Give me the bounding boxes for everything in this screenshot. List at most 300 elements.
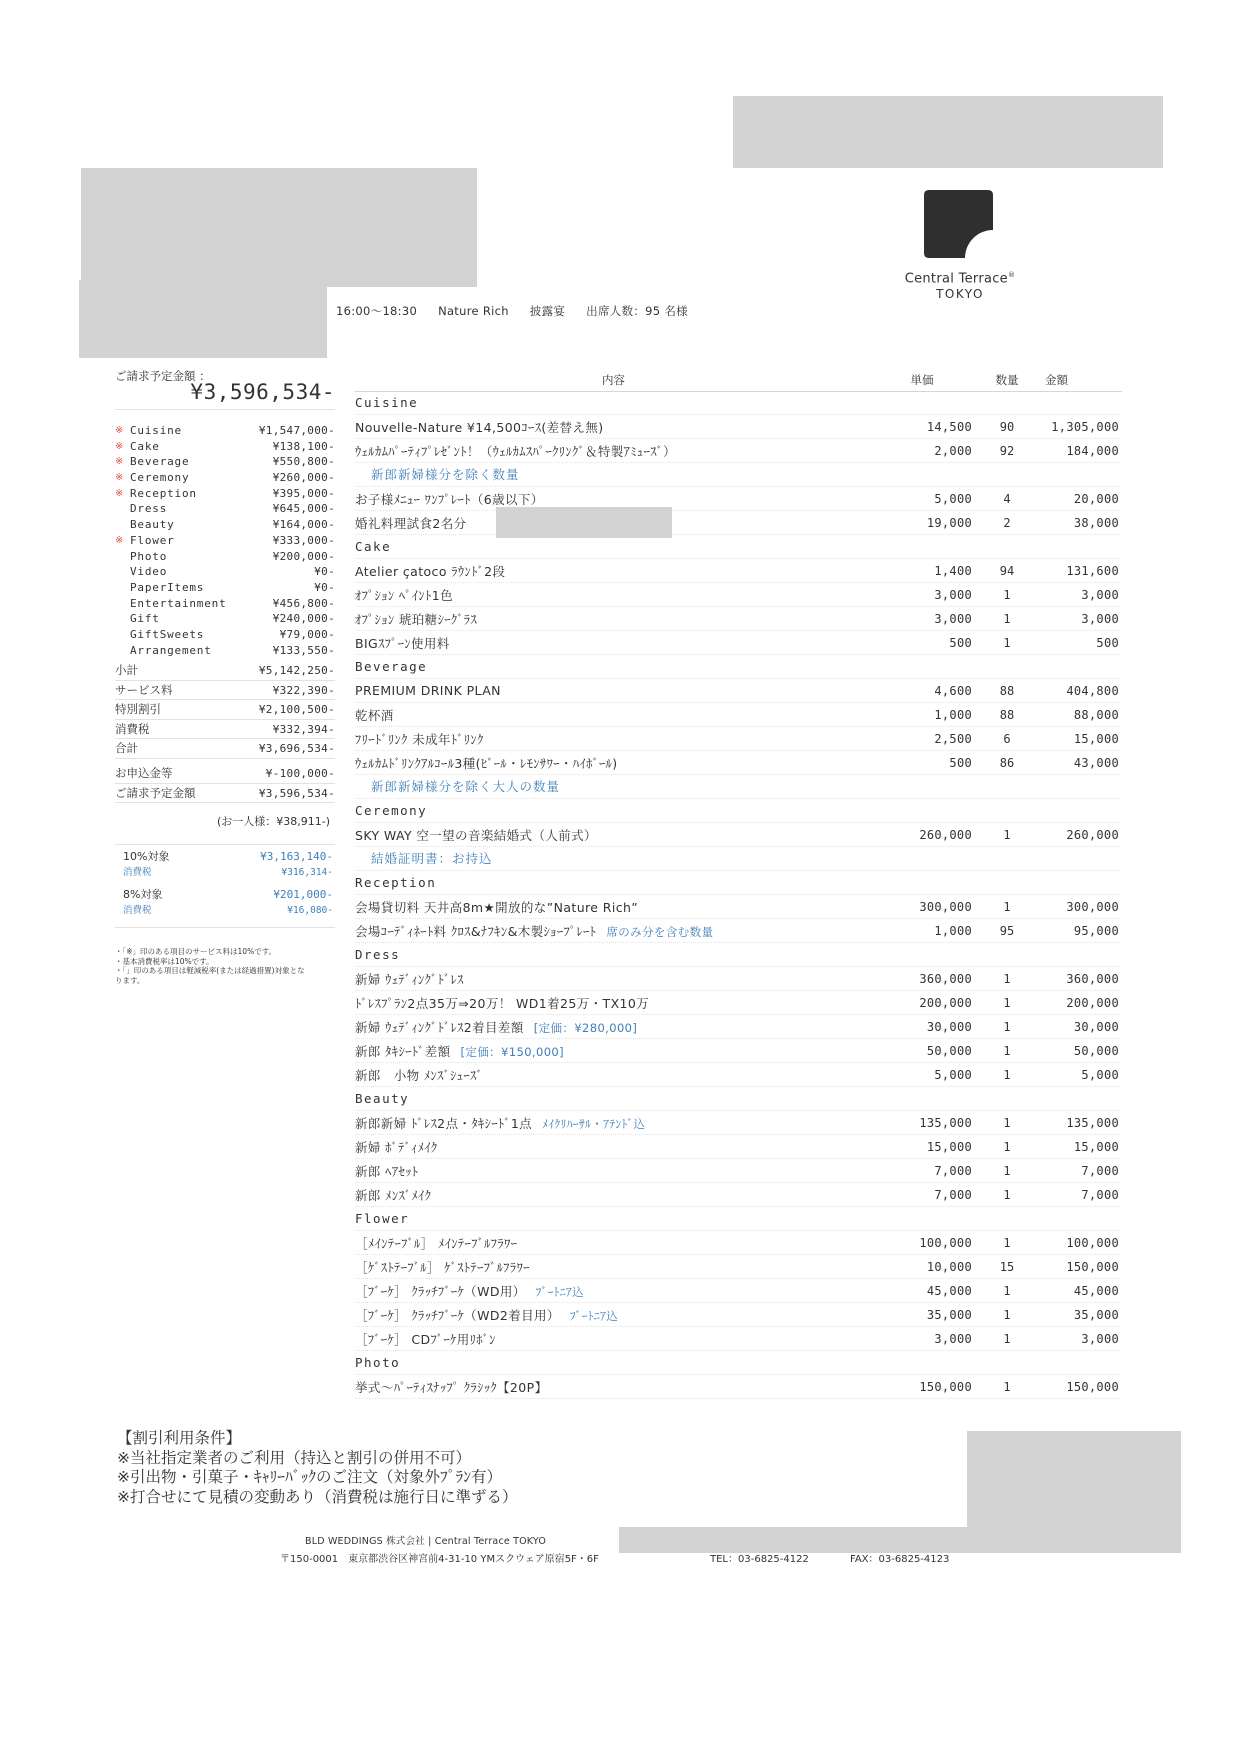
company-fax: FAX：03-6825-4123 bbox=[850, 1554, 950, 1565]
condition-item: ※当社指定業者のご利用（持込と割引の併用不可） bbox=[117, 1448, 471, 1467]
table-header bbox=[355, 369, 1122, 392]
section-heading-cuisine bbox=[355, 391, 1122, 415]
breakdown-row-arrangement bbox=[115, 643, 335, 659]
breakdown-row-gift bbox=[115, 611, 335, 627]
line-item-name: ﾌﾘｰﾄﾞﾘﾝｸ 未成年ﾄﾞﾘﾝｸ bbox=[355, 731, 484, 747]
line-item-description bbox=[355, 586, 872, 604]
unit-price: 1,000 bbox=[934, 707, 972, 722]
quantity: 1 bbox=[1003, 827, 1011, 842]
line-amount: 360,000 bbox=[1066, 971, 1119, 986]
line-item bbox=[355, 607, 1122, 631]
unit-price: 35,000 bbox=[926, 1307, 972, 1322]
line-item-description bbox=[355, 1114, 872, 1132]
line-item-description bbox=[355, 1162, 872, 1180]
section-title: Flower bbox=[355, 1211, 410, 1226]
column-header-content: 内容 bbox=[602, 373, 625, 387]
section-heading-beverage bbox=[355, 655, 1122, 679]
line-item-description bbox=[355, 754, 872, 772]
taxable-label: 10%対象 bbox=[123, 850, 170, 863]
item-note-row bbox=[355, 847, 1122, 871]
event-info-line bbox=[336, 303, 705, 319]
billing-amount-value: ¥3,596,534- bbox=[115, 380, 335, 410]
breakdown-row-flower bbox=[115, 533, 335, 549]
line-item-note: [定価：¥280,000] bbox=[533, 1020, 638, 1035]
settlement-value: ¥-100,000- bbox=[265, 767, 335, 780]
breakdown-value: ¥200,000- bbox=[272, 549, 335, 563]
section-title: Photo bbox=[355, 1355, 401, 1370]
breakdown-label: Ceremony bbox=[130, 471, 190, 485]
unit-price: 200,000 bbox=[919, 995, 972, 1010]
breakdown-row-cake bbox=[115, 439, 335, 455]
unit-price: 50,000 bbox=[926, 1043, 972, 1058]
line-item-name: 新婦 ｳｪﾃﾞｨﾝｸﾞﾄﾞﾚｽ bbox=[355, 971, 464, 987]
line-amount: 30,000 bbox=[1073, 1019, 1119, 1034]
breakdown-label: Entertainment bbox=[130, 596, 227, 610]
unit-price: 30,000 bbox=[926, 1019, 972, 1034]
taxable-label: 8%対象 bbox=[123, 888, 163, 901]
line-item-name: PREMIUM DRINK PLAN bbox=[355, 683, 501, 698]
section-title: Ceremony bbox=[355, 803, 428, 818]
line-item-note: 席のみ分を含む数量 bbox=[606, 924, 714, 939]
settlement-label: お申込金等 bbox=[115, 766, 173, 780]
redacted-block bbox=[81, 168, 477, 287]
breakdown-label: Cuisine bbox=[130, 424, 182, 437]
unit-price: 7,000 bbox=[934, 1163, 972, 1178]
service-charge-mark: ※ bbox=[115, 472, 124, 484]
line-item-description bbox=[355, 970, 872, 988]
line-amount: 43,000 bbox=[1073, 755, 1119, 770]
column-header-unit-price: 単価 bbox=[910, 373, 934, 387]
line-amount: 5,000 bbox=[1081, 1067, 1119, 1082]
consumption-tax-label: 消費税 bbox=[123, 867, 152, 878]
quantity: 1 bbox=[1003, 587, 1011, 602]
service-charge-mark bbox=[115, 564, 130, 580]
section-heading-cake bbox=[355, 535, 1122, 559]
breakdown-row-paperitems bbox=[115, 580, 335, 596]
breakdown-row-entertainment bbox=[115, 596, 335, 612]
conditions-title: 【割引利用条件】 bbox=[117, 1429, 242, 1447]
line-item bbox=[355, 1231, 1122, 1255]
company-phone: TEL：03-6825-4122 bbox=[710, 1554, 809, 1565]
footnote: ・「※」印のある項目のサービス料は10%です。 bbox=[115, 947, 277, 956]
totals-value: ¥2,100,500- bbox=[258, 703, 335, 716]
line-item bbox=[355, 1255, 1122, 1279]
logo-name: Central Terrace bbox=[904, 271, 1008, 287]
service-charge-mark bbox=[115, 643, 130, 659]
section-title: Dress bbox=[355, 947, 401, 962]
line-item bbox=[355, 487, 1122, 511]
tax-rate-breakdown bbox=[115, 844, 335, 928]
quantity: 1 bbox=[1003, 1283, 1011, 1298]
line-item bbox=[355, 1015, 1122, 1039]
item-note-row bbox=[355, 775, 1122, 799]
line-item bbox=[355, 439, 1122, 463]
category-breakdown bbox=[115, 423, 335, 658]
line-amount: 3,000 bbox=[1081, 1331, 1119, 1346]
unit-price: 1,000 bbox=[934, 923, 972, 938]
line-item-name: Atelier çatoco ﾗｳﾝﾄﾞ2段 bbox=[355, 563, 506, 579]
line-item bbox=[355, 679, 1122, 703]
line-item-name: Nouvelle-Nature ¥14,500ｺｰｽ(差替え無) bbox=[355, 419, 604, 435]
unit-price: 3,000 bbox=[934, 587, 972, 602]
line-item-description bbox=[355, 898, 872, 916]
service-charge-mark: ※ bbox=[115, 440, 124, 452]
quantity: 1 bbox=[1003, 1331, 1011, 1346]
line-item-name: 会場ｺｰﾃﾞｨﾈｰﾄ料 ｸﾛｽ&ﾅﾌｷﾝ&木製ｼｮｰﾌﾟﾚｰﾄ bbox=[355, 923, 597, 939]
item-note: 結婚証明書：お持込 bbox=[371, 851, 493, 866]
line-amount: 15,000 bbox=[1073, 1139, 1119, 1154]
line-item-name: 新郎 ﾍｱｾｯﾄ bbox=[355, 1163, 419, 1179]
tax-group bbox=[123, 887, 335, 918]
condition-item: ※打合せにて見積の変動あり（消費税は施行日に準ずる） bbox=[117, 1487, 518, 1506]
billing-amount-title: ご請求予定金額 ： bbox=[115, 369, 211, 383]
line-item-description bbox=[355, 1234, 872, 1252]
breakdown-row-ceremony bbox=[115, 470, 335, 486]
unit-price: 135,000 bbox=[919, 1115, 972, 1130]
breakdown-label: Flower bbox=[130, 533, 175, 547]
quantity: 86 bbox=[999, 755, 1015, 770]
quantity: 1 bbox=[1003, 1163, 1011, 1178]
totals-label: 小計 bbox=[115, 663, 138, 677]
line-item-note: ﾒｲｸﾘﾊｰｻﾙ・ｱﾃﾝﾄﾞ込 bbox=[542, 1116, 646, 1131]
registered-mark: ® bbox=[1007, 271, 1016, 279]
line-item-description bbox=[355, 706, 872, 724]
line-item bbox=[355, 415, 1122, 439]
footnotes bbox=[115, 947, 310, 985]
consumption-tax-row bbox=[123, 865, 335, 880]
line-item-name: 会場貸切料 天井高8m★開放的な”Nature Rich” bbox=[355, 899, 639, 915]
line-amount: 150,000 bbox=[1066, 1379, 1119, 1394]
unit-price: 10,000 bbox=[926, 1259, 972, 1274]
line-item-description bbox=[355, 490, 872, 508]
section-heading-reception bbox=[355, 871, 1122, 895]
line-item bbox=[355, 703, 1122, 727]
line-item bbox=[355, 919, 1122, 943]
footnote: ・基本消費税率は10%です。 bbox=[115, 956, 214, 966]
quantity: 1 bbox=[1003, 899, 1011, 914]
attendance-count: 出席人数：95 名様 bbox=[586, 304, 688, 318]
line-item-name: 新郎新婦 ﾄﾞﾚｽ2点・ﾀｷｼｰﾄﾞ1点 bbox=[355, 1115, 533, 1131]
line-item-description bbox=[355, 1138, 872, 1156]
breakdown-value: ¥395,000- bbox=[272, 486, 335, 500]
line-item-description bbox=[355, 1042, 872, 1060]
line-amount: 38,000 bbox=[1073, 515, 1119, 530]
service-charge-mark bbox=[115, 501, 130, 517]
breakdown-label: Photo bbox=[130, 549, 168, 563]
unit-price: 500 bbox=[949, 635, 972, 650]
breakdown-value: ¥164,000- bbox=[272, 518, 335, 532]
line-item bbox=[355, 1111, 1122, 1135]
quantity: 1 bbox=[1003, 1043, 1011, 1058]
line-item-description bbox=[355, 442, 872, 460]
item-note: 新郎新婦様分を除く数量 bbox=[371, 467, 520, 482]
breakdown-value: ¥133,550- bbox=[272, 643, 335, 657]
redacted-block bbox=[619, 1527, 967, 1553]
line-item bbox=[355, 1183, 1122, 1207]
totals-row bbox=[115, 700, 335, 720]
line-item-name: 新郎 小物 ﾒﾝｽﾞｼｭｰｽﾞ bbox=[355, 1067, 483, 1083]
breakdown-value: ¥240,000- bbox=[272, 612, 335, 626]
service-charge-mark bbox=[115, 580, 130, 596]
line-amount: 184,000 bbox=[1066, 443, 1119, 458]
line-item bbox=[355, 511, 1122, 535]
quantity: 1 bbox=[1003, 1067, 1011, 1082]
section-heading-photo bbox=[355, 1351, 1122, 1375]
line-item-description bbox=[355, 418, 872, 436]
line-item-description bbox=[355, 1282, 872, 1300]
quantity: 95 bbox=[999, 923, 1015, 938]
section-title: Beauty bbox=[355, 1091, 410, 1106]
unit-price: 5,000 bbox=[934, 491, 972, 506]
taxable-value: ¥201,000- bbox=[273, 888, 333, 901]
line-item-description bbox=[355, 562, 872, 580]
service-charge-mark bbox=[115, 517, 130, 533]
logo-wordmark bbox=[880, 271, 1040, 286]
section-heading-flower bbox=[355, 1207, 1122, 1231]
breakdown-value: ¥550,800- bbox=[272, 455, 335, 469]
line-item bbox=[355, 751, 1122, 775]
quantity: 4 bbox=[1003, 491, 1011, 506]
redacted-block bbox=[967, 1431, 1181, 1553]
line-amount: 1,305,000 bbox=[1051, 419, 1119, 434]
section-heading-dress bbox=[355, 943, 1122, 967]
line-item-description bbox=[355, 730, 872, 748]
breakdown-value: ¥79,000- bbox=[279, 627, 335, 641]
line-item-name: ［ﾌﾞｰｹ］ ｸﾗｯﾁﾌﾞｰｹ（WD用） bbox=[355, 1283, 526, 1299]
settlement-row bbox=[115, 764, 335, 784]
line-item-note: ﾌﾞｰﾄﾆｱ込 bbox=[569, 1308, 619, 1323]
column-header-amount: 金額 bbox=[1045, 373, 1068, 387]
quantity: 88 bbox=[999, 707, 1015, 722]
quantity: 1 bbox=[1003, 611, 1011, 626]
totals-value: ¥332,394- bbox=[272, 722, 335, 736]
totals-row bbox=[115, 661, 335, 681]
line-item-description bbox=[355, 826, 872, 844]
line-item bbox=[355, 727, 1122, 751]
quantity: 1 bbox=[1003, 995, 1011, 1010]
breakdown-value: ¥333,000- bbox=[272, 533, 335, 547]
breakdown-value: ¥456,800- bbox=[272, 596, 335, 610]
line-amount: 7,000 bbox=[1081, 1187, 1119, 1202]
section-title: Cuisine bbox=[355, 395, 419, 410]
totals-row bbox=[115, 720, 335, 740]
line-item-name: ﾄﾞﾚｽﾌﾟﾗﾝ2点35万⇒20万！ WD1着25万・TX10万 bbox=[355, 995, 650, 1011]
totals-row bbox=[115, 739, 335, 759]
breakdown-label: Beauty bbox=[130, 518, 175, 532]
quantity: 1 bbox=[1003, 1307, 1011, 1322]
breakdown-row-video bbox=[115, 564, 335, 580]
line-amount: 35,000 bbox=[1073, 1307, 1119, 1322]
event-type: 披露宴 bbox=[529, 304, 566, 318]
quantity: 1 bbox=[1003, 1235, 1011, 1250]
settlement-row bbox=[115, 784, 335, 804]
line-item bbox=[355, 1039, 1122, 1063]
service-charge-mark: ※ bbox=[115, 487, 124, 499]
taxable-amount-row bbox=[123, 849, 335, 865]
line-item bbox=[355, 631, 1122, 655]
redacted-block bbox=[496, 507, 672, 538]
line-item-name: 新郎 ﾀｷｼｰﾄﾞ差額 bbox=[355, 1043, 451, 1059]
unit-price: 500 bbox=[949, 755, 972, 770]
company-address: 〒150-0001 東京都渋谷区神宮前4-31-10 YMスクウェア原宿5F・6F bbox=[280, 1554, 599, 1565]
line-item bbox=[355, 991, 1122, 1015]
taxable-value: ¥3,163,140- bbox=[260, 850, 333, 863]
unit-price: 7,000 bbox=[934, 1187, 972, 1202]
redacted-block bbox=[79, 280, 327, 358]
line-item-description bbox=[355, 922, 872, 940]
line-amount: 3,000 bbox=[1081, 587, 1119, 602]
line-item-name: SKY WAY 空一望の音楽結婚式（人前式） bbox=[355, 827, 597, 843]
quantity: 1 bbox=[1003, 1139, 1011, 1154]
totals-value: ¥3,696,534- bbox=[258, 742, 335, 755]
line-item-name: BIGｽﾌﾟｰﾝ使用料 bbox=[355, 635, 450, 651]
line-amount: 200,000 bbox=[1066, 995, 1119, 1010]
line-amount: 150,000 bbox=[1066, 1259, 1119, 1274]
breakdown-row-reception bbox=[115, 486, 335, 502]
line-item-description bbox=[355, 1066, 872, 1084]
breakdown-label: Video bbox=[130, 565, 168, 579]
tax-group bbox=[123, 849, 335, 880]
line-item-description bbox=[355, 1306, 872, 1324]
unit-price: 360,000 bbox=[919, 971, 972, 986]
line-amount: 95,000 bbox=[1073, 923, 1119, 938]
settlement-value: ¥3,596,534- bbox=[258, 786, 335, 800]
totals-label: サービス料 bbox=[115, 682, 173, 697]
unit-price: 260,000 bbox=[919, 827, 972, 842]
unit-price: 2,500 bbox=[934, 731, 972, 746]
breakdown-row-photo bbox=[115, 549, 335, 565]
line-item-description bbox=[355, 634, 872, 652]
totals-value: ¥322,390- bbox=[272, 683, 335, 697]
plan-name: Nature Rich bbox=[438, 304, 509, 318]
quantity: 1 bbox=[1003, 971, 1011, 986]
redacted-block bbox=[733, 96, 1163, 168]
breakdown-value: ¥1,547,000- bbox=[258, 424, 335, 437]
line-item-description bbox=[355, 1378, 872, 1396]
logo-subtitle: TOKYO bbox=[936, 287, 984, 302]
unit-price: 1,400 bbox=[934, 563, 972, 578]
unit-price: 3,000 bbox=[934, 611, 972, 626]
breakdown-row-cuisine bbox=[115, 423, 335, 439]
unit-price: 4,600 bbox=[934, 683, 972, 698]
line-item-description bbox=[355, 1330, 872, 1348]
unit-price: 19,000 bbox=[926, 515, 972, 530]
consumption-tax-label: 消費税 bbox=[123, 905, 152, 916]
section-title: Beverage bbox=[355, 659, 428, 674]
line-amount: 135,000 bbox=[1066, 1115, 1119, 1130]
quantity: 2 bbox=[1003, 515, 1011, 530]
quantity: 1 bbox=[1003, 1187, 1011, 1202]
unit-price: 14,500 bbox=[926, 419, 972, 434]
quantity: 1 bbox=[1003, 635, 1011, 650]
line-item-description bbox=[355, 994, 872, 1012]
event-time: 16:00〜18:30 bbox=[336, 304, 418, 318]
unit-price: 2,000 bbox=[934, 443, 972, 458]
line-item-description bbox=[355, 610, 872, 628]
unit-price: 45,000 bbox=[926, 1283, 972, 1298]
service-charge-mark bbox=[115, 596, 130, 612]
service-charge-mark bbox=[115, 611, 130, 627]
line-item-name: ｵﾌﾟｼｮﾝ ﾍﾟｲﾝﾄ1色 bbox=[355, 587, 453, 603]
line-item-description bbox=[355, 1018, 872, 1036]
line-amount: 15,000 bbox=[1073, 731, 1119, 746]
line-item-name: 新郎 ﾒﾝｽﾞﾒｲｸ bbox=[355, 1187, 432, 1203]
line-item bbox=[355, 1159, 1122, 1183]
breakdown-value: ¥645,000- bbox=[272, 502, 335, 516]
line-item-name: ［ﾒｲﾝﾃｰﾌﾞﾙ］ ﾒｲﾝﾃｰﾌﾞﾙﾌﾗﾜｰ bbox=[355, 1235, 518, 1251]
settlement-label: ご請求予定金額 bbox=[115, 785, 196, 800]
line-item bbox=[355, 1303, 1122, 1327]
quantity: 94 bbox=[999, 563, 1015, 578]
consumption-tax-value: ¥16,080- bbox=[287, 905, 333, 916]
line-item-name: ［ﾌﾞｰｹ］ CDﾌﾞｰｹ用ﾘﾎﾞﾝ bbox=[355, 1331, 496, 1347]
unit-price: 150,000 bbox=[919, 1379, 972, 1394]
line-item bbox=[355, 1327, 1122, 1351]
unit-price: 15,000 bbox=[926, 1139, 972, 1154]
line-item-name: 乾杯酒 bbox=[355, 707, 394, 723]
line-amount: 100,000 bbox=[1066, 1235, 1119, 1250]
line-amount: 20,000 bbox=[1073, 491, 1119, 506]
line-item-name: 新婦 ﾎﾞﾃﾞｨﾒｲｸ bbox=[355, 1139, 438, 1155]
breakdown-label: Beverage bbox=[130, 455, 190, 469]
service-charge-mark: ※ bbox=[115, 425, 124, 436]
line-amount: 500 bbox=[1096, 635, 1119, 650]
quantity: 92 bbox=[999, 443, 1015, 458]
breakdown-value: ¥0- bbox=[314, 580, 335, 594]
breakdown-label: Arrangement bbox=[130, 643, 212, 657]
service-charge-mark bbox=[115, 627, 130, 643]
totals-value: ¥5,142,250- bbox=[258, 664, 335, 677]
breakdown-label: PaperItems bbox=[130, 580, 205, 594]
quantity: 90 bbox=[999, 419, 1015, 434]
line-amount: 7,000 bbox=[1081, 1163, 1119, 1178]
breakdown-label: GiftSweets bbox=[130, 627, 205, 641]
settlement-block bbox=[115, 764, 335, 803]
totals-label: 合計 bbox=[115, 741, 138, 755]
quantity: 6 bbox=[1003, 731, 1011, 746]
breakdown-row-giftsweets bbox=[115, 627, 335, 643]
line-items-table bbox=[355, 391, 1122, 1399]
totals-label: 消費税 bbox=[115, 721, 150, 736]
line-item-name: ｳｪﾙｶﾑﾊﾟｰﾃｨﾌﾟﾚｾﾞﾝﾄ！（ｳｪﾙｶﾑｽﾊﾟｰｸﾘﾝｸﾞ＆特製ｱﾐｭｰｽﾞ） bbox=[355, 443, 677, 459]
breakdown-label: Reception bbox=[130, 486, 197, 500]
line-item-name: 挙式〜ﾊﾟｰﾃｨｽﾅｯﾌﾟ ｸﾗｼｯｸ【20P】 bbox=[355, 1379, 548, 1395]
totals-row bbox=[115, 681, 335, 701]
consumption-tax-row bbox=[123, 903, 335, 918]
column-header-quantity: 数量 bbox=[995, 373, 1019, 387]
line-amount: 300,000 bbox=[1066, 899, 1119, 914]
line-amount: 88,000 bbox=[1073, 707, 1119, 722]
totals-block bbox=[115, 661, 335, 759]
taxable-amount-row bbox=[123, 887, 335, 903]
breakdown-value: ¥260,000- bbox=[272, 471, 335, 485]
unit-price: 5,000 bbox=[934, 1067, 972, 1082]
line-amount: 131,600 bbox=[1066, 563, 1119, 578]
quantity: 15 bbox=[999, 1259, 1015, 1274]
company-name: BLD WEDDINGS 株式会社 | Central Terrace TOKYO bbox=[305, 1536, 547, 1547]
section-title: Reception bbox=[355, 875, 437, 890]
line-item bbox=[355, 895, 1122, 919]
item-note: 新郎新婦様分を除く大人の数量 bbox=[371, 779, 561, 794]
line-item bbox=[355, 1135, 1122, 1159]
line-item bbox=[355, 1279, 1122, 1303]
service-charge-mark: ※ bbox=[115, 534, 124, 546]
logo-mark-icon bbox=[924, 190, 993, 258]
line-item-description bbox=[355, 1258, 872, 1276]
discount-conditions bbox=[117, 1429, 518, 1507]
line-item-description bbox=[355, 683, 872, 698]
line-amount: 260,000 bbox=[1066, 827, 1119, 842]
